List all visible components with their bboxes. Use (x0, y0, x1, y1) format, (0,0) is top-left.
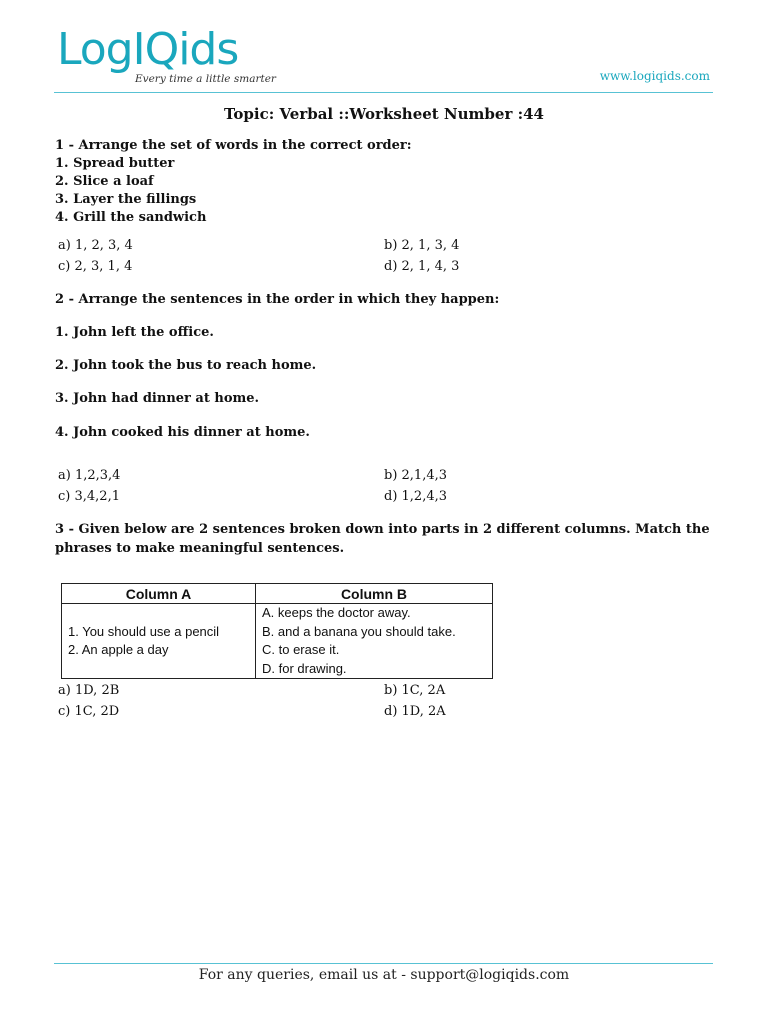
question-1-line: 2. Slice a loaf (55, 174, 154, 189)
column-a-item: 2. An apple a day (68, 642, 169, 657)
option-a[interactable]: a) 1,2,3,4 (58, 468, 121, 483)
question-1-line: 3. Layer the fillings (55, 192, 197, 207)
header-divider (54, 92, 713, 93)
question-1-options (58, 238, 718, 280)
column-b-item: C. to erase it. (262, 642, 340, 657)
option-b[interactable]: b) 2, 1, 3, 4 (384, 238, 460, 253)
match-table (61, 583, 493, 679)
question-3-stem: 3 - Given below are 2 sentences broken down into parts in 2 different columns. Match the (55, 522, 710, 537)
question-1-line: 4. Grill the sandwich (55, 210, 207, 225)
website-link[interactable]: www.logiqids.com (599, 69, 710, 83)
footer-contact: For any queries, email us at - support@logiqids.com (198, 967, 570, 983)
option-c[interactable]: c) 1C, 2D (58, 704, 120, 719)
column-b-item: B. and a banana you should take. (262, 623, 456, 639)
logo-tagline: Every time a little smarter (135, 73, 276, 85)
option-c[interactable]: c) 3,4,2,1 (58, 489, 120, 504)
question-2-line: 2. John took the bus to reach home. (55, 358, 317, 373)
question-2-line: 1. John left the office. (55, 325, 214, 340)
option-b[interactable]: b) 2,1,4,3 (384, 468, 448, 483)
question-2-line: 4. John cooked his dinner at home. (55, 425, 310, 440)
option-d[interactable]: d) 2, 1, 4, 3 (384, 259, 460, 274)
footer-divider (54, 963, 713, 964)
column-b-header: Column B (256, 584, 493, 604)
option-b[interactable]: b) 1C, 2A (384, 683, 446, 698)
question-2-stem: 2 - Arrange the sentences in the order in which they happen: (55, 292, 500, 307)
option-d[interactable]: d) 1D, 2A (384, 704, 446, 719)
question-1 (55, 137, 715, 227)
option-c[interactable]: c) 2, 3, 1, 4 (58, 259, 133, 274)
worksheet-title: Topic: Verbal ::Worksheet Number :44 (223, 105, 544, 123)
column-a-item: 1. You should use a pencil (68, 623, 220, 639)
column-a-cell (62, 604, 256, 679)
column-b-cell (256, 604, 493, 679)
column-b-item: D. for drawing. (262, 660, 347, 676)
option-a[interactable]: a) 1, 2, 3, 4 (58, 238, 133, 253)
option-a[interactable]: a) 1D, 2B (58, 683, 120, 698)
column-b-item: A. keeps the doctor away. (262, 605, 411, 620)
question-2-line: 3. John had dinner at home. (55, 391, 260, 406)
question-3-options (58, 683, 718, 725)
question-1-stem: 1 - Arrange the set of words in the correct order: (55, 138, 412, 153)
column-a-header: Column A (62, 584, 256, 604)
question-3-stem-cont: phrases to make meaningful sentences. (55, 541, 345, 556)
option-d[interactable]: d) 1,2,4,3 (384, 489, 448, 504)
logo-text: LogIQids (57, 24, 239, 75)
question-1-line: 1. Spread butter (55, 156, 175, 171)
question-2-options (58, 468, 718, 510)
logo (57, 24, 276, 85)
